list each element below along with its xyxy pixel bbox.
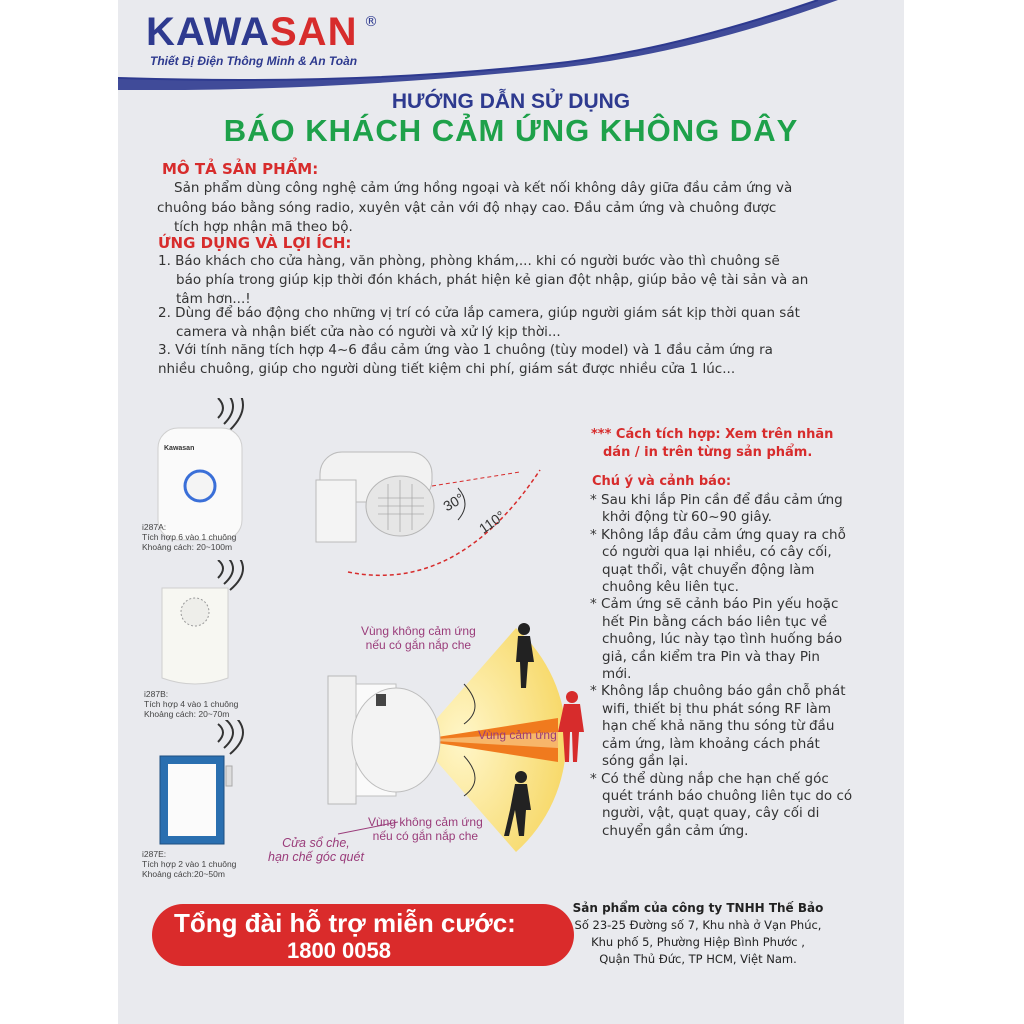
applications-line: 1. Báo khách cho cửa hàng, văn phòng, phòng khám,... khi có người bước vào thì chuông sẽ [158, 253, 780, 269]
hotline-banner [152, 904, 574, 966]
warning-line: giả, cần kiểm tra Pin và thay Pin [602, 648, 820, 665]
warning-line: có người qua lại nhiều, có cây cối, [602, 544, 832, 561]
product-distance: Khoảng cách:20~50m [142, 869, 225, 879]
warning-line: cảm ứng, làm khoảng cách phát [602, 735, 820, 752]
window-cover-label [268, 836, 364, 864]
applications-line: 2. Dùng để báo động cho những vị trí có cửa lắp camera, giúp người giám sát kịp thời quan sát [158, 305, 800, 321]
zone-label-line: hạn chế góc quét [268, 850, 364, 864]
company-info [528, 900, 868, 968]
warning-line: chuông, lúc này tạo tình huống báo [602, 631, 843, 648]
hotline-number: 1800 0058 [287, 938, 391, 963]
sensor-angle-large: 110° [475, 507, 508, 537]
warning-line: chuông kêu liên tục. [602, 579, 739, 596]
warning-line: * Có thể dùng nắp che hạn chế góc [590, 770, 829, 787]
doorbell-brand-label: Kawasan [164, 445, 195, 452]
integration-note-line1: *** Cách tích hợp: Xem trên nhãn [591, 427, 834, 442]
applications-line: nhiều chuông, giúp cho người dùng tiết kiệm chi phí, giám sát được nhiều cửa 1 lúc... [158, 361, 736, 377]
warning-line: * Cảm ứng sẽ cảnh báo Pin yếu hoặc [590, 596, 839, 613]
zone-no-sense-top [361, 624, 476, 652]
product-distance: Khoảng cách: 20~70m [144, 709, 230, 719]
warning-line: quét tránh báo chuông liên tục do có [602, 787, 853, 804]
zone-label-line: nếu có gắn nắp che [365, 638, 472, 652]
warning-line: hạn chế khả năng thu sóng từ đầu [602, 718, 835, 735]
warning-line: * Không lắp chuông báo gần chỗ phát [590, 683, 846, 700]
applications-heading: ỨNG DỤNG VÀ LỢI ÍCH: [158, 234, 352, 252]
person-icon [503, 770, 537, 840]
company-address-line: Số 23-25 Đường số 7, Khu nhà ở Vạn Phúc, [574, 918, 822, 932]
manual-page [118, 0, 904, 1024]
title-line2: BÁO KHÁCH CẢM ỨNG KHÔNG DÂY [223, 113, 799, 148]
brand-logo: KAWASAN [146, 10, 358, 54]
applications-line: camera và nhận biết cửa nào có người và xử lý kịp thời... [176, 324, 561, 340]
warning-line: mới. [602, 666, 632, 683]
warning-line: quạt thổi, vật chuyển động làm [602, 561, 815, 578]
warnings-heading: Chú ý và cảnh báo: [592, 474, 732, 489]
integration-note [591, 426, 833, 462]
warning-line: * Không lắp đầu cảm ứng quay ra chỗ [590, 526, 846, 543]
description-line: chuông báo bằng sóng radio, xuyên vật cản với độ nhạy cao. Đầu cảm ứng và chuông được [157, 200, 777, 216]
zone-label-line: Vùng không cảm ứng [361, 624, 476, 638]
applications-line: 3. Với tính năng tích hợp 4~6 đầu cảm ứng vào 1 chuông (tùy model) và 1 đầu cảm ứng ra [158, 342, 773, 358]
applications-line: tâm hơn...! [176, 291, 251, 307]
hotline-label: Tổng đài hỗ trợ miễn cước: [174, 908, 516, 938]
integration-note-line2: dán / in trên từng sản phẩm. [603, 445, 813, 460]
zone-label-line: nếu có gắn nắp che [372, 829, 479, 843]
sensor-angle-diagram [308, 440, 568, 590]
product-model: i287E: [142, 849, 167, 859]
warning-line: * Sau khi lắp Pin cần để đầu cảm ứng [590, 492, 843, 508]
product-distance: Khoảng cách: 20~100m [142, 542, 233, 552]
zone-label-line: Vùng không cảm ứng [368, 815, 483, 829]
doorbell-i287b-image [148, 560, 258, 690]
zone-sense: Vùng cảm ứng [478, 728, 557, 742]
warning-line: chuyển gần cảm ứng. [602, 822, 749, 839]
title-line1: HƯỚNG DẪN SỬ DỤNG [391, 90, 631, 113]
zone-label-line: Cửa sổ che, [282, 836, 350, 850]
product-integration: Tích hợp 2 vào 1 chuông [142, 859, 237, 869]
doorbell-i287e-image [152, 720, 252, 850]
company-name: Sản phẩm của công ty TNHH Thế Bảo [572, 901, 824, 915]
company-address-line: Khu phố 5, Phường Hiệp Bình Phước , [591, 935, 805, 949]
brand-tagline: Thiết Bị Điện Thông Minh & An Toàn [150, 54, 358, 68]
product-model: i287B: [144, 689, 169, 699]
product-model: i287A: [142, 522, 167, 532]
applications-line: báo phía trong giúp kịp thời đón khách, phát hiện kẻ gian đột nhập, giúp bảo vệ tài sản và an [176, 272, 809, 288]
description-line: tích hợp nhận mã theo bộ. [174, 219, 353, 235]
warning-line: wifi, thiết bị thu phát sóng RF làm [602, 700, 831, 717]
warning-line: hết Pin bằng cách báo liên tục về [602, 613, 828, 630]
registered-mark: ® [364, 14, 378, 30]
warnings-list [590, 492, 852, 840]
warning-line: khởi động từ 60~90 giây. [602, 509, 772, 526]
sensor-angle-small: 30° [440, 489, 467, 515]
product-integration: Tích hợp 4 vào 1 chuông [144, 699, 239, 709]
company-address-line: Quận Thủ Đức, TP HCM, Việt Nam. [599, 952, 797, 966]
description-line: Sản phẩm dùng công nghệ cảm ứng hồng ngoại và kết nối không dây giữa đầu cảm ứng và [174, 180, 793, 196]
person-red-icon [558, 690, 588, 766]
product-integration: Tích hợp 6 vào 1 chuông [142, 532, 237, 542]
warning-line: sóng gần lại. [602, 753, 689, 770]
description-heading: MÔ TẢ SẢN PHẨM: [162, 160, 319, 178]
person-icon [510, 622, 540, 692]
zone-no-sense-bottom [368, 815, 483, 843]
warning-line: người, vật, quạt quay, cây cối di [602, 805, 820, 822]
